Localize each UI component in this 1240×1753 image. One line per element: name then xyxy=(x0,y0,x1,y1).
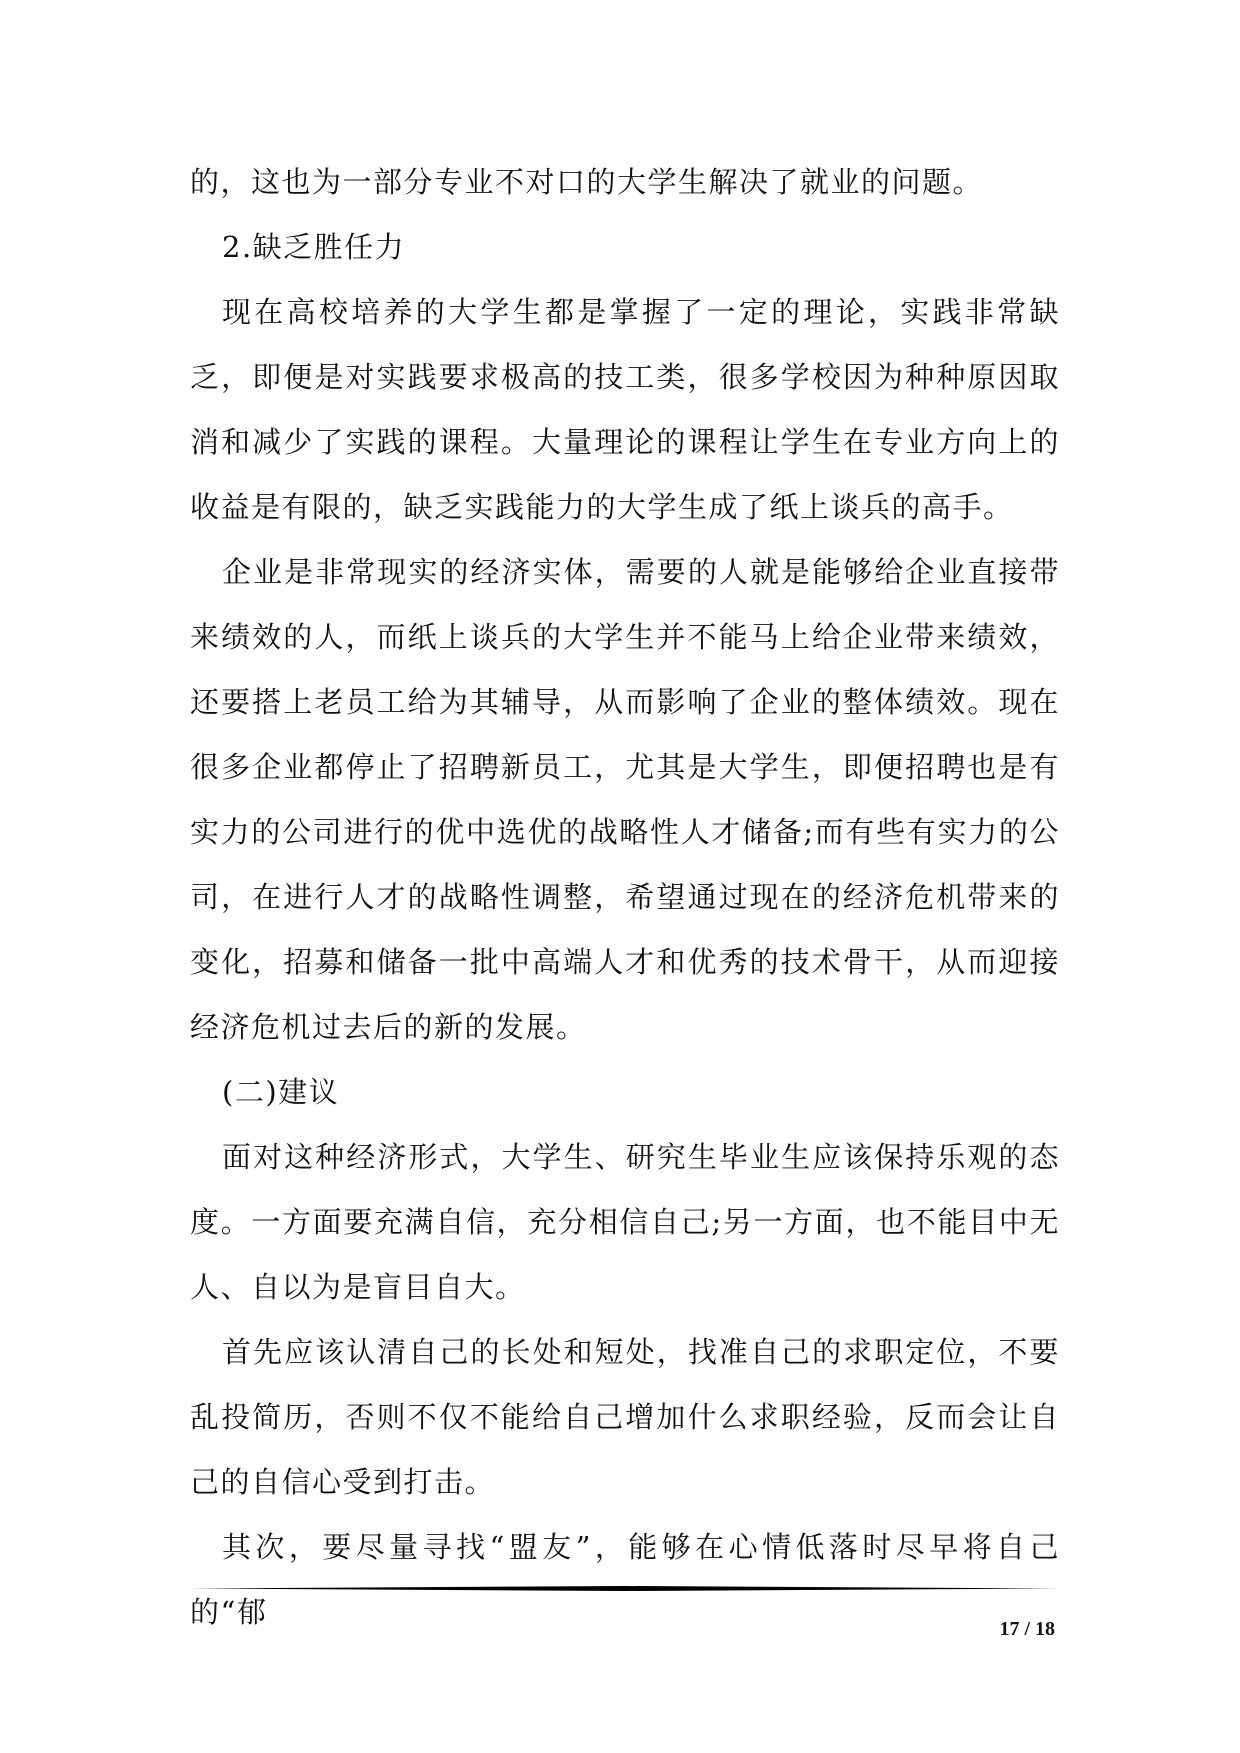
footer-rule-line xyxy=(190,1586,1060,1591)
document-body xyxy=(190,150,1060,1645)
paragraph-enterprise-reality: 企业是非常现实的经济实体，需要的人就是能够给企业直接带来绩效的人，而纸上谈兵的大学生并不能马上给企业带来绩效，还要搭上老员工给为其辅导，从而影响了企业的整体绩效。现在很多企业都停止了招聘新员工，尤其是大学生，即便招聘也是有实力的公司进行的优中选优的战略性人才储备;而有些有实力的公司，在进行人才的战略性调整，希望通过现在的经济危机带来的变化，招募和储备一批中高端人才和优秀的技术骨干，从而迎接经济危机过去后的新的发展。 xyxy=(190,555,1060,1044)
page-number: 17 / 18 xyxy=(999,1618,1055,1640)
paragraph-optimistic-attitude: 面对这种经济形式，大学生、研究生毕业生应该保持乐观的态度。一方面要充满自信，充分相信自己;另一方面，也不能目中无人、自以为是盲目自大。 xyxy=(190,1140,1060,1304)
paragraph-know-yourself: 首先应该认清自己的长处和短处，找准自己的求职定位，不要乱投简历，否则不仅不能给自己增加什么求职经验，反而会让自己的自信心受到打击。 xyxy=(190,1335,1060,1499)
section-heading-lack-of-competence: 2.缺乏胜任力 xyxy=(222,230,406,264)
paragraph-practice-lacking: 现在高校培养的大学生都是掌握了一定的理论，实践非常缺乏，即便是对实践要求极高的技工类，很多学校因为种种原因取消和减少了实践的课程。大量理论的课程让学生在专业方向上的收益是有限的，缺乏实践能力的大学生成了纸上谈兵的高手。 xyxy=(190,295,1060,524)
paragraph-continuation: 的，这也为一部分专业不对口的大学生解决了就业的问题。 xyxy=(190,165,984,199)
paragraph-find-allies: 其次，要尽量寻找“盟友”，能够在心情低落时尽早将自己的“郁 xyxy=(190,1530,1060,1629)
section-heading-suggestions: (二)建议 xyxy=(222,1075,340,1109)
footer-divider xyxy=(190,1586,1060,1591)
